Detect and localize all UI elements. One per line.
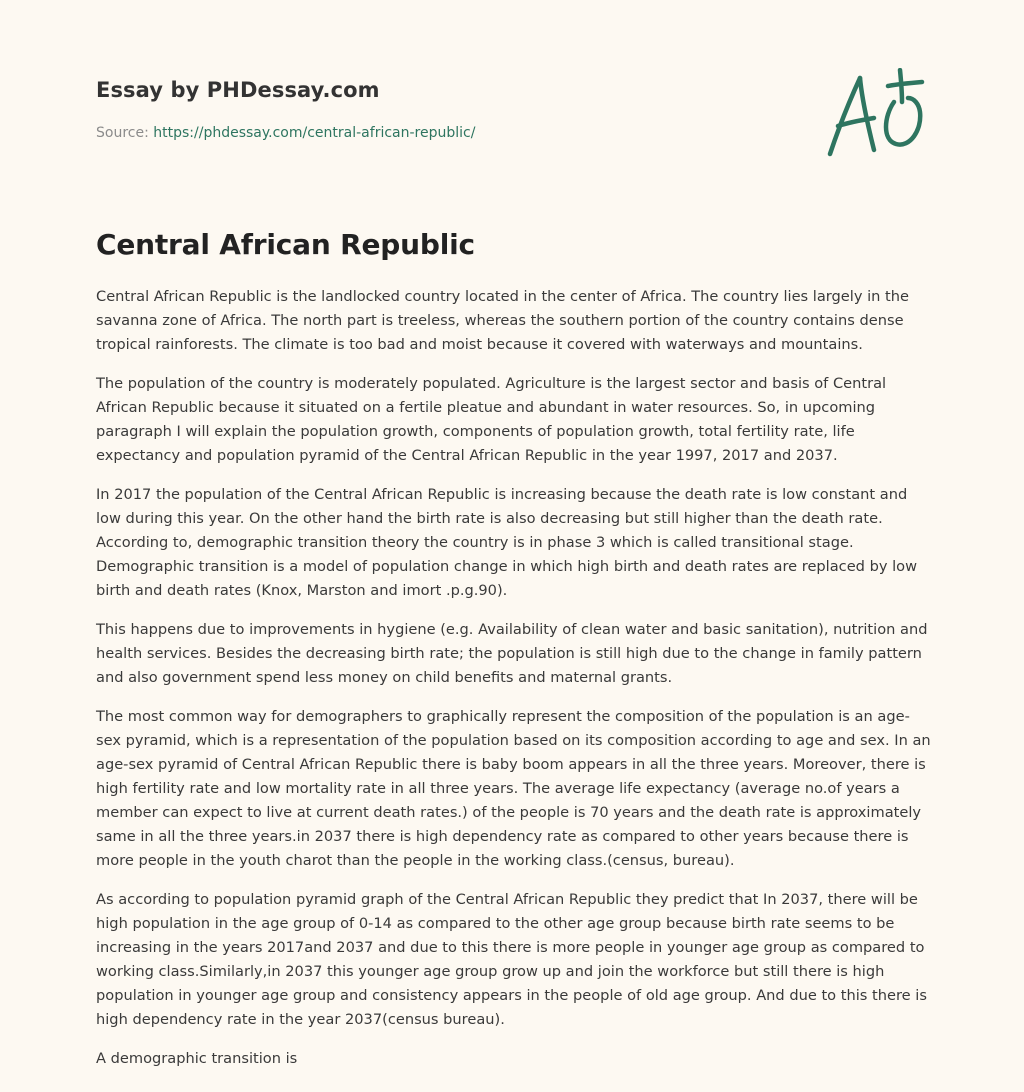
paragraph: A demographic transition is [96,1050,298,1067]
source-link[interactable]: https://phdessay.com/central-african-republic/ [153,125,476,141]
paragraph: The most common way for demographers to graphically represent the composition of the population is an age-sex pyramid, which is a representation of the population based on its composition according to age and sex. In an age-sex pyramid of Central African Republic there is baby boom appears in all the three years. Moreover, there is high fertility rate and low mortality rate in all three years. The average life expectancy (average no.of years a member can expect to live at current death rates.) of the people is 70 years and the death rate is approximately same in all the three years.in 2037 there is high dependency rate as compared to other years because there is more people in the youth charot than the people in the working class.(census, bureau). [96,708,931,869]
source-line [96,125,475,141]
site-brand: Essay by PHDessay.com [96,78,380,102]
paragraph: This happens due to improvements in hygiene (e.g. Availability of clean water and basic sanitation), nutrition and health services. Besides the decreasing birth rate; the population is still high due to the change in family pattern and also government spend less money on child benefits and maternal grants. [96,621,928,686]
source-label: Source: [96,125,154,141]
paragraph: Central African Republic is the landlocked country located in the center of Africa. The country lies largely in the savanna zone of Africa. The north part is treeless, whereas the southern portion of the country contains dense tropical rainforests. The climate is too bad and moist because it covered with waterways and mountains. [96,288,910,353]
essay-body [96,285,932,1086]
page-header [96,74,932,174]
essay-title: Central African Republic [96,228,475,261]
paragraph: As according to population pyramid graph of the Central African Republic they predict that In 2037, there will be high population in the age group of 0-14 as compared to the other age group because birth rate seems to be increasing in the years 2017and 2037 and due to this there is more people in younger age group as compared to working class.Similarly,in 2037 this younger age group grow up and join the workforce but still there is high population in younger age group and consistency appears in the people of old age group. And due to this there is high dependency rate in the year 2037(census bureau). [96,891,927,1028]
a-plus-logo-icon [824,68,928,164]
paragraph: The population of the country is moderately populated. Agriculture is the largest sector and basis of Central African Republic because it situated on a fertile pleatue and abundant in water resources. So, in upcoming paragraph I will explain the population growth, components of population growth, total fertility rate, life expectancy and population pyramid of the Central African Republic in the year 1997, 2017 and 2037. [96,375,887,464]
paragraph: In 2017 the population of the Central African Republic is increasing because the death rate is low constant and low during this year. On the other hand the birth rate is also decreasing but still higher than the death rate. According to, demographic transition theory the country is in phase 3 which is called transitional stage. Demographic transition is a model of population change in which high birth and death rates are replaced by low birth and death rates (Knox, Marston and imort .p.g.90). [96,486,918,599]
